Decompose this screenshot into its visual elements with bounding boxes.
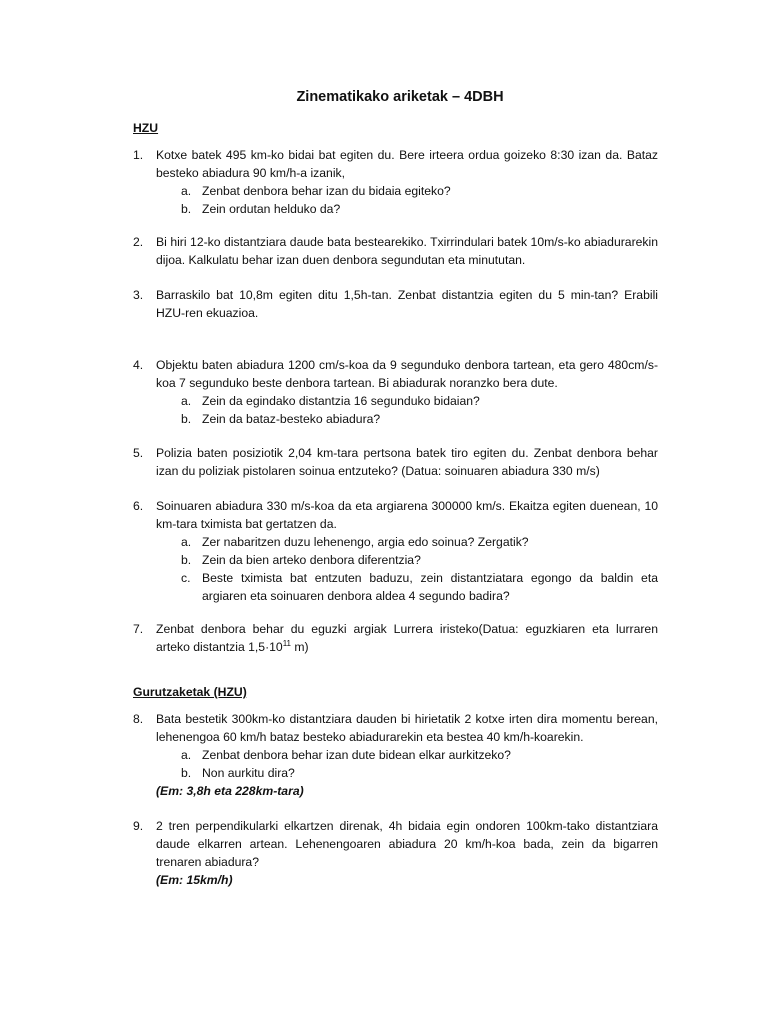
page-title: Zinematikako ariketak – 4DBH [296, 89, 504, 105]
problem-text: Bata bestetik 300km-ko distantziara dauden bi hirietatik 2 kotxe irten dira momentu berean, lehenengoa 60 km/h bataz besteko abiadurarekin eta bestea 40 km/h-koarekin. [156, 712, 658, 744]
sub-question [181, 182, 658, 200]
problem-number: 7. [133, 622, 144, 636]
problem-5 [133, 444, 658, 480]
sub-text: Zer nabaritzen duzu lehenengo, argia edo soinua? Zergatik? [202, 535, 529, 549]
answer-text: (Em: 15km/h) [156, 873, 233, 887]
sub-text: Zein ordutan helduko da? [202, 202, 341, 216]
problem-6 [133, 497, 658, 605]
problem-7 [133, 620, 658, 656]
problem-number: 9. [133, 819, 144, 833]
sub-text: Zein da egindako distantzia 16 segunduko bidaian? [202, 394, 480, 408]
problem-number: 8. [133, 712, 144, 726]
problem-text-main: Zenbat denbora behar du eguzki argiak Lurrera iristeko(Datua: eguzkiaren eta lurraren arteko distantzia 1,5·10 [156, 622, 658, 654]
problem-text: Objektu baten abiadura 1200 cm/s-koa da 9 segunduko denbora tartean, eta gero 480cm/s-koa 7 segunduko beste denbora tartean. Bi abiadurak noranzko bera dute. [156, 358, 658, 390]
sub-question [181, 569, 658, 605]
sub-text: Non aurkitu dira? [202, 766, 295, 780]
sub-text: Zein da bataz-besteko abiadura? [202, 412, 381, 426]
sub-question [181, 533, 658, 551]
problem-4 [133, 356, 658, 428]
section-heading-hzu: HZU [133, 121, 159, 135]
sub-question [181, 392, 658, 410]
section-heading-gurutzaketak: Gurutzaketak (HZU) [133, 685, 247, 699]
problem-number: 2. [133, 235, 144, 249]
sub-letter: b. [181, 766, 192, 780]
problem-text: Polizia baten posiziotik 2,04 km-tara pertsona batek tiro egiten du. Zenbat denbora behar izan du poliziak pistolaren soinua entzuteko? (Datua: soinuaren abiadura 330 m/s) [156, 446, 658, 478]
problem-1 [133, 146, 658, 218]
answer-text: (Em: 3,8h eta 228km-tara) [156, 784, 304, 798]
problem-2 [133, 233, 658, 269]
problem-number: 1. [133, 148, 144, 162]
problem-text [156, 620, 658, 656]
problem-text-end: m) [291, 640, 309, 654]
problem-text: Bi hiri 12-ko distantziara daude bata bestearekiko. Txirrindulari batek 10m/s-ko abiadurarekin dijoa. Kalkulatu behar izan duen denbora segundutan eta minututan. [156, 235, 658, 267]
problem-number: 3. [133, 288, 144, 302]
sub-letter: b. [181, 412, 192, 426]
problem-text: Barraskilo bat 10,8m egiten ditu 1,5h-tan. Zenbat distantzia egiten du 5 min-tan? Erabili HZU-ren ekuazioa. [156, 288, 658, 320]
problem-number: 4. [133, 358, 144, 372]
sub-text: Zenbat denbora behar izan du bidaia egiteko? [202, 184, 451, 198]
problem-text: 2 tren perpendikularki elkartzen direnak, 4h bidaia egin ondoren 100km-tako distantziara daude elkarren artean. Lehenengoaren abiadura 20 km/h-koa bada, zein da bigarren trenaren abiadura? [156, 819, 658, 869]
problem-number: 5. [133, 446, 144, 460]
sub-text: Beste tximista bat entzuten baduzu, zein distantziatara egongo da baldin eta argiaren eta soinuaren denbora aldea 4 segundo badira? [202, 571, 658, 603]
sub-letter: a. [181, 394, 192, 408]
sub-text: Zenbat denbora behar izan dute bidean elkar aurkitzeko? [202, 748, 511, 762]
sub-letter: a. [181, 184, 192, 198]
sub-question [181, 746, 658, 764]
problem-8 [133, 710, 658, 800]
problem-text: Soinuaren abiadura 330 m/s-koa da eta argiarena 300000 km/s. Ekaitza egiten duenean, 10 km-tara tximista bat gertatzen da. [156, 499, 658, 531]
exponent: 11 [282, 639, 292, 648]
sub-question [181, 551, 658, 569]
sub-letter: c. [181, 571, 191, 585]
sub-letter: b. [181, 553, 192, 567]
sub-question [181, 410, 658, 428]
problem-number: 6. [133, 499, 144, 513]
sub-letter: a. [181, 748, 192, 762]
problem-9 [133, 817, 658, 889]
sub-letter: b. [181, 202, 192, 216]
sub-letter: a. [181, 535, 192, 549]
sub-text: Zein da bien arteko denbora diferentzia? [202, 553, 421, 567]
problem-text: Kotxe batek 495 km-ko bidai bat egiten du. Bere irteera ordua goizeko 8:30 izan da. Bataz besteko abiadura 90 km/h-a izanik, [156, 148, 658, 180]
sub-question [181, 200, 658, 218]
sub-question [181, 764, 658, 782]
problem-3 [133, 286, 658, 322]
